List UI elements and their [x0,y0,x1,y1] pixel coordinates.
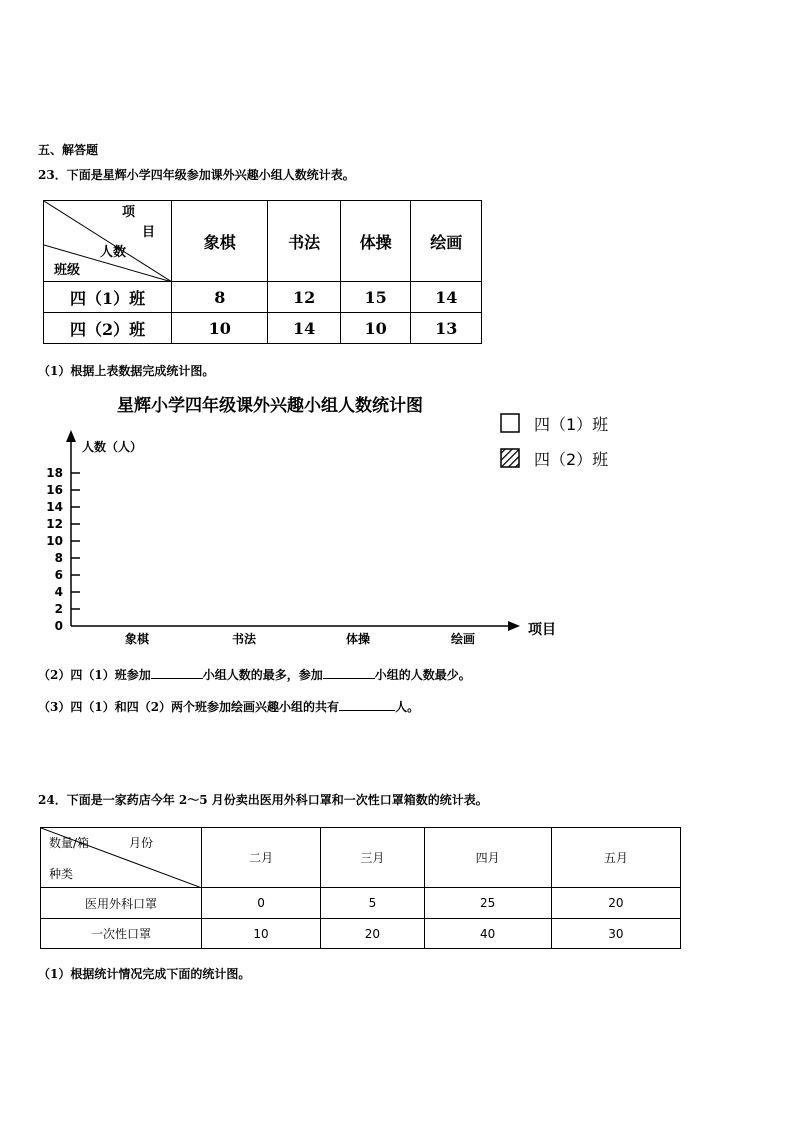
q23-chart [30,386,650,656]
table-cell: 20 [321,919,424,949]
q24-part1: （1）根据统计情况完成下面的统计图。 [38,967,251,981]
table-corner-cell [41,828,202,888]
q23-table [43,200,482,344]
table-cell: 5 [321,888,424,919]
row-label: 一次性口罩 [41,919,202,949]
legend-swatch-hatched [501,449,519,467]
y-tick-label: 10 [46,534,63,548]
legend-swatch-empty [501,414,519,432]
y-tick-label: 4 [54,585,63,599]
corner-label-top-left: 数量/箱 [49,836,90,850]
q23-part2 [38,666,471,682]
column-header: 三月 [321,828,424,888]
column-header: 四月 [424,828,551,888]
table-cell: 15 [340,282,411,313]
table-row [41,919,681,949]
column-header: 体操 [340,201,411,282]
column-header: 绘画 [411,201,482,282]
legend-label: 四（2）班 [534,450,609,469]
q23-intro: 23．下面是星辉小学四年级参加课外兴趣小组人数统计表。 [38,168,355,182]
table-cell: 8 [172,282,268,313]
table-row [44,313,482,344]
y-tick-label: 16 [46,483,63,497]
table-row [41,888,681,919]
table-cell: 30 [551,919,680,949]
q24-intro: 24．下面是一家药店今年 2～5 月份卖出医用外科口罩和一次性口罩箱数的统计表。 [38,793,488,807]
table-cell: 10 [201,919,320,949]
table-cell: 12 [268,282,341,313]
x-tick-label: 绘画 [450,632,476,646]
table-cell: 10 [340,313,411,344]
q23-part3 [38,698,419,714]
y-tick-label: 12 [46,517,63,531]
y-axis-label: 人数（人） [82,440,143,454]
corner-label-mid: 目 [142,225,156,240]
legend-label: 四（1）班 [534,415,609,434]
table-cell: 40 [424,919,551,949]
column-header: 象棋 [172,201,268,282]
y-tick-label: 6 [54,568,63,582]
y-axis-arrow [66,430,76,442]
part2-text-b: 小组人数的最多，参加 [202,668,323,682]
table-row [44,282,482,313]
answer-blank-total[interactable] [339,698,395,711]
part2-text-a: （2）四（1）班参加 [38,668,151,682]
corner-label-bottom: 种类 [49,867,74,881]
x-tick-label: 书法 [231,632,257,646]
y-tick-label: 14 [46,500,63,514]
x-axis-label: 项目 [528,622,556,638]
answer-blank-most[interactable] [151,666,203,679]
x-tick-label: 象棋 [124,632,150,646]
column-header: 五月 [551,828,680,888]
answer-blank-least[interactable] [323,666,375,679]
row-label: 医用外科口罩 [41,888,202,919]
x-tick-label: 体操 [345,632,371,646]
q23-part1: （1）根据上表数据完成统计图。 [38,364,215,378]
corner-label-middle: 人数 [100,245,127,260]
part3-text-b: 人。 [395,700,420,714]
x-axis-arrow [508,621,520,631]
corner-label-top-right: 月份 [129,836,154,850]
chart-title: 星辉小学四年级课外兴趣小组人数统计图 [117,396,423,416]
table-corner-cell [44,201,172,282]
corner-label-bottom: 班级 [54,263,81,278]
table-cell: 20 [551,888,680,919]
table-cell: 10 [172,313,268,344]
section-title: 五、解答题 [38,143,99,157]
table-cell: 0 [201,888,320,919]
corner-label-top: 项 [122,205,136,220]
part3-text-a: （3）四（1）和四（2）两个班参加绘画兴趣小组的共有 [38,700,340,714]
row-label: 四（2）班 [44,313,172,344]
y-tick-label: 8 [54,551,63,565]
table-cell: 14 [268,313,341,344]
row-label: 四（1）班 [44,282,172,313]
y-tick-label: 2 [54,602,63,616]
table-cell: 14 [411,282,482,313]
table-cell: 13 [411,313,482,344]
table-cell: 25 [424,888,551,919]
y-tick-label: 18 [46,466,63,480]
column-header: 二月 [201,828,320,888]
q24-table [40,827,681,949]
part2-text-c: 小组的人数最少。 [374,668,471,682]
y-tick-label: 0 [54,619,63,633]
column-header: 书法 [268,201,341,282]
